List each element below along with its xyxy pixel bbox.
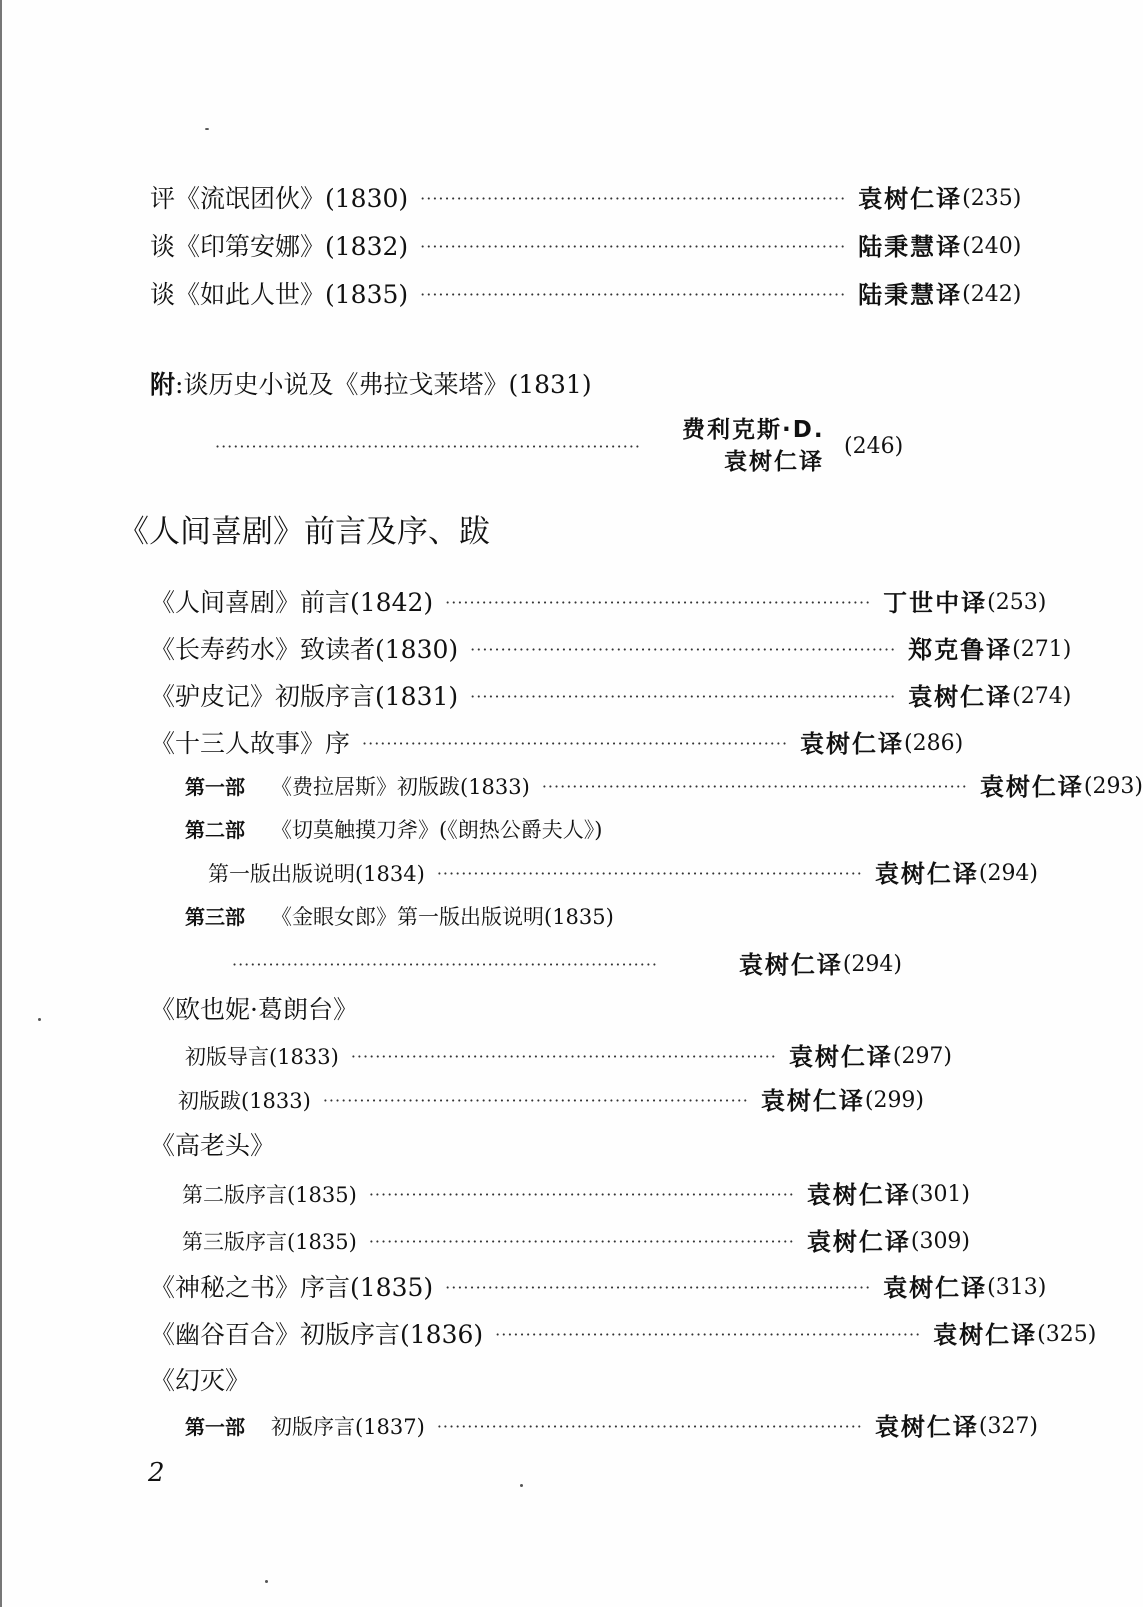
work-title: 《幻灭》 xyxy=(150,1366,251,1395)
entry-title: 谈《如此人世》(1835) xyxy=(150,280,409,309)
toc-subentry xyxy=(182,1180,971,1210)
toc-entry xyxy=(150,1320,1097,1350)
entry-page: (294) xyxy=(978,861,1039,886)
entry-translator: 丁世中译 xyxy=(883,589,988,617)
entry-title: 第三版序言(1835) xyxy=(182,1230,357,1254)
toc-entry xyxy=(150,729,964,759)
leader-dots: ······································································ xyxy=(495,1325,922,1344)
entry-translator: 袁树仁译 xyxy=(979,773,1084,801)
entry-title: 谈《印第安娜》(1832) xyxy=(150,232,409,261)
toc-subentry xyxy=(232,950,902,980)
toc-subentry xyxy=(182,1227,971,1257)
entry-translator: 袁树仁译 xyxy=(760,1087,865,1115)
toc-subentry xyxy=(185,815,602,845)
entry-translator: 袁树仁译 xyxy=(933,1321,1038,1349)
leader-dots: ······································································ xyxy=(368,1185,795,1204)
entry-page: (253) xyxy=(987,590,1047,615)
toc-subentry xyxy=(178,1086,925,1116)
entry-page: (286) xyxy=(904,731,964,756)
toc-entry xyxy=(150,682,1072,712)
entry-translator: 袁树仁译 xyxy=(874,860,979,888)
entry-title: 《神秘之书》序言(1835) xyxy=(150,1273,434,1302)
part-label: 第一部 xyxy=(185,775,245,799)
entry-translator: 郑克鲁译 xyxy=(908,636,1013,664)
leader-dots: ······································································ xyxy=(470,687,897,706)
entry-title: 《十三人故事》序 xyxy=(150,729,351,758)
entry-translator: 袁树仁译 xyxy=(738,951,843,979)
entry-page: (235) xyxy=(962,186,1022,211)
leader-dots: ······································································ xyxy=(445,593,872,612)
entry-title: 初版跋(1833) xyxy=(178,1089,311,1113)
appendix-prefix: 附 xyxy=(150,370,176,399)
appendix-translator xyxy=(682,414,825,478)
toc-entry xyxy=(150,232,1022,262)
leader-dots: ······································································ xyxy=(362,734,789,753)
leader-dots: ······································································ xyxy=(215,437,642,456)
toc-entry xyxy=(150,184,1022,214)
entry-page: (327) xyxy=(978,1414,1039,1439)
entry-translator: 陆秉慧译 xyxy=(858,233,963,261)
leader-dots: ······································································ xyxy=(420,237,847,256)
entry-translator: 袁树仁译 xyxy=(858,185,963,213)
entry-page: (274) xyxy=(1012,684,1072,709)
entry-title: 《费拉居斯》初版跋(1833) xyxy=(271,775,530,799)
entry-title: 《驴皮记》初版序言(1831) xyxy=(150,682,459,711)
entry-page: (313) xyxy=(987,1275,1047,1300)
scan-speck xyxy=(265,1580,268,1583)
entry-title: 评《流氓团伙》(1830) xyxy=(150,184,409,213)
entry-translator: 袁树仁译 xyxy=(806,1181,911,1209)
appendix-page-line xyxy=(844,432,903,462)
entry-title: 《幽谷百合》初版序言(1836) xyxy=(150,1320,484,1349)
leader-dots: ······································································ xyxy=(420,189,847,208)
entry-page: (297) xyxy=(892,1044,953,1069)
entry-translator: 袁树仁译 xyxy=(806,1228,911,1256)
entry-title: 第一版出版说明(1834) xyxy=(208,862,425,886)
appendix-page: (246) xyxy=(844,434,904,459)
leader-dots: ······································································ xyxy=(232,955,659,974)
translator-line-1: 费利克斯·D. xyxy=(682,417,825,443)
part-label: 第一部 xyxy=(185,1415,245,1439)
leader-dots: ······································································ xyxy=(368,1232,795,1251)
entry-title: 初版序言(1837) xyxy=(271,1415,425,1439)
entry-page: (293) xyxy=(1083,774,1143,799)
scan-speck xyxy=(38,1018,41,1021)
entry-title: 初版导言(1833) xyxy=(185,1045,339,1069)
translator-line-2: 袁树仁译 xyxy=(724,449,824,475)
entry-title: 《切莫触摸刀斧》(《朗热公爵夫人》) xyxy=(271,818,603,842)
section-heading: 《人间喜剧》前言及序、跋 xyxy=(118,514,490,550)
part-label: 第三部 xyxy=(185,905,245,929)
entry-page: (309) xyxy=(910,1229,971,1254)
leader-dots: ······································································ xyxy=(470,640,897,659)
page-edge xyxy=(0,0,2,1607)
leader-dots: ······································································ xyxy=(445,1278,872,1297)
entry-page: (294) xyxy=(842,952,902,977)
leader-dots: ······································································ xyxy=(541,777,968,796)
toc-entry xyxy=(150,588,1047,618)
scan-speck xyxy=(205,128,209,130)
toc-entry xyxy=(150,635,1072,665)
toc-entry xyxy=(150,1273,1047,1303)
leader-dots: ······································································ xyxy=(322,1091,749,1110)
leader-dots: ······································································ xyxy=(436,864,863,883)
work-title: 《欧也妮·葛朗台》 xyxy=(150,995,358,1024)
entry-translator: 袁树仁译 xyxy=(908,683,1013,711)
toc-entry xyxy=(150,280,1022,310)
appendix-title xyxy=(150,370,592,400)
entry-translator: 袁树仁译 xyxy=(788,1043,893,1071)
entry-title: 《人间喜剧》前言(1842) xyxy=(150,588,434,617)
leader-dots: ······································································ xyxy=(420,285,847,304)
page-number: 2 xyxy=(148,1458,165,1488)
entry-title: 第二版序言(1835) xyxy=(182,1183,357,1207)
entry-translator: 袁树仁译 xyxy=(883,1274,988,1302)
toc-subentry xyxy=(185,1042,953,1072)
toc-subentry xyxy=(208,859,1039,889)
entry-page: (301) xyxy=(910,1182,971,1207)
toc-subentry xyxy=(185,772,1143,802)
part-label: 第二部 xyxy=(185,818,245,842)
leader-dots: ······································································ xyxy=(350,1047,777,1066)
leader-dots: ······································································ xyxy=(436,1417,863,1436)
entry-page: (299) xyxy=(864,1088,925,1113)
entry-page: (242) xyxy=(962,282,1022,307)
entry-translator: 袁树仁译 xyxy=(800,730,905,758)
entry-translator: 陆秉慧译 xyxy=(858,281,963,309)
toc-subentry xyxy=(185,902,614,932)
entry-page: (271) xyxy=(1012,637,1072,662)
entry-title: 《长寿药水》致读者(1830) xyxy=(150,635,459,664)
appendix-leader xyxy=(215,432,675,462)
entry-page: (325) xyxy=(1037,1322,1097,1347)
entry-translator: 袁树仁译 xyxy=(874,1413,979,1441)
work-title: 《高老头》 xyxy=(150,1131,276,1160)
scan-speck xyxy=(520,1484,523,1487)
entry-title: 《金眼女郎》第一版出版说明(1835) xyxy=(271,905,614,929)
entry-page: (240) xyxy=(962,234,1022,259)
appendix-text: :谈历史小说及《弗拉戈莱塔》(1831) xyxy=(175,370,592,399)
toc-subentry xyxy=(185,1412,1039,1442)
